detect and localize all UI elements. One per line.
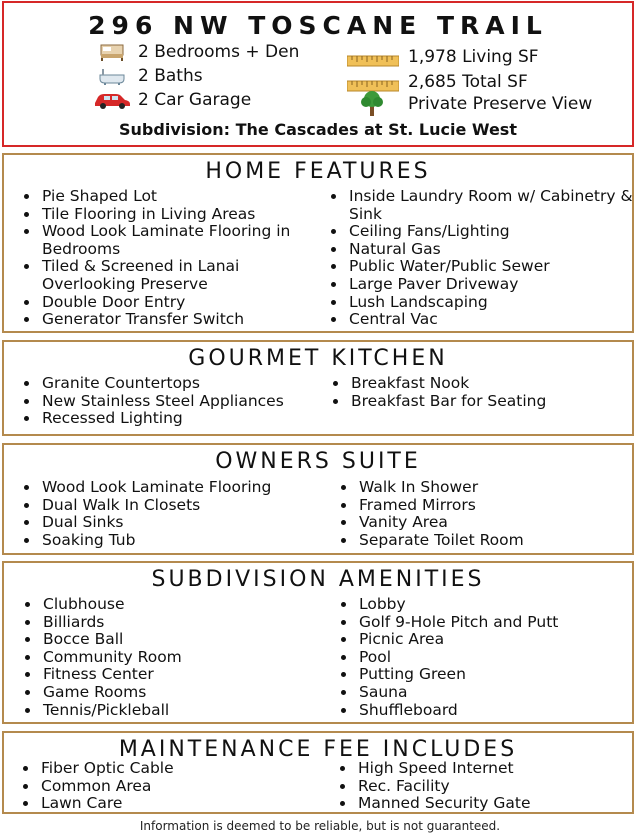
- section-home-features: [2, 153, 634, 333]
- bedrooms-text: 2 Bedrooms + Den: [138, 42, 300, 62]
- list-item: • Billiards: [41, 614, 341, 632]
- list-item: • Generator Transfer Switch: [40, 311, 328, 329]
- list-item: • Recessed Lighting: [40, 410, 330, 428]
- section-title: SUBDIVISION AMENITIES: [151, 567, 485, 592]
- kitchen-right-list: [331, 375, 639, 410]
- list-item: • Soaking Tub: [40, 532, 340, 550]
- list-item: • Shuffleboard: [357, 702, 640, 720]
- living-sf-text: 1,978 Living SF: [408, 47, 539, 67]
- list-item: • Pie Shaped Lot: [40, 188, 328, 206]
- list-item: • Community Room: [41, 649, 341, 667]
- bathtub-icon: [92, 66, 132, 86]
- home-features-left-list: [22, 188, 328, 329]
- property-address: 296 NW TOSCANE TRAIL: [88, 11, 548, 40]
- list-item: • High Speed Internet: [356, 760, 640, 778]
- list-item: • Dual Walk In Closets: [40, 497, 340, 515]
- section-gourmet-kitchen: [2, 340, 634, 436]
- list-item: • Clubhouse: [41, 596, 341, 614]
- list-item: • Tennis/Pickleball: [41, 702, 341, 720]
- list-item: • Sauna: [357, 684, 640, 702]
- owners-suite-right-list: [339, 479, 640, 549]
- tree-icon: [357, 90, 387, 116]
- list-item: • Central Vac: [347, 311, 637, 329]
- view-text: Private Preserve View: [408, 94, 593, 114]
- list-item: • Tiled & Screened in Lanai Overlooking Preserve: [40, 258, 328, 293]
- maintenance-left-list: [21, 760, 339, 813]
- subdivision-line: Subdivision: The Cascades at St. Lucie West: [119, 120, 517, 139]
- car-icon: [92, 90, 132, 110]
- home-features-right-list: [329, 188, 637, 329]
- list-item: • Lawn Care: [39, 795, 339, 813]
- disclaimer: Information is deemed to be reliable, but is not guaranteed.: [139, 819, 501, 833]
- kitchen-left-list: [22, 375, 330, 428]
- section-maintenance-fee: [2, 731, 634, 814]
- list-item: • Separate Toilet Room: [357, 532, 640, 550]
- list-item: • Framed Mirrors: [357, 497, 640, 515]
- list-item: • Granite Countertops: [40, 375, 330, 393]
- list-item: • Double Door Entry: [40, 294, 328, 312]
- list-item: • Public Water/Public Sewer: [347, 258, 637, 276]
- list-item: • Lobby: [357, 596, 640, 614]
- list-item: • Breakfast Nook: [349, 375, 639, 393]
- list-item: • Large Paver Driveway: [347, 276, 637, 294]
- list-item: • New Stainless Steel Appliances: [40, 393, 330, 411]
- list-item: • Rec. Facility: [356, 778, 640, 796]
- list-item: • Manned Security Gate: [356, 795, 640, 813]
- total-sf-text: 2,685 Total SF: [408, 72, 528, 92]
- list-item: • Picnic Area: [357, 631, 640, 649]
- list-item: • Putting Green: [357, 666, 640, 684]
- owners-suite-left-list: [22, 479, 340, 549]
- list-item: • Pool: [357, 649, 640, 667]
- baths-text: 2 Baths: [138, 66, 203, 86]
- list-item: • Bocce Ball: [41, 631, 341, 649]
- list-item: • Inside Laundry Room w/ Cabinetry & Sink: [347, 188, 637, 223]
- garage-text: 2 Car Garage: [138, 90, 252, 110]
- list-item: • Lush Landscaping: [347, 294, 637, 312]
- list-item: • Game Rooms: [41, 684, 341, 702]
- section-owners-suite: [2, 443, 634, 555]
- list-item: • Ceiling Fans/Lighting: [347, 223, 637, 241]
- list-item: • Golf 9-Hole Pitch and Putt: [357, 614, 640, 632]
- section-title: HOME FEATURES: [205, 159, 431, 184]
- list-item: • Fiber Optic Cable: [39, 760, 339, 778]
- section-title: MAINTENANCE FEE INCLUDES: [118, 737, 518, 762]
- list-item: • Walk In Shower: [357, 479, 640, 497]
- section-title: GOURMET KITCHEN: [188, 346, 448, 371]
- list-item: • Dual Sinks: [40, 514, 340, 532]
- ruler-icon: [347, 51, 399, 71]
- maintenance-right-list: [338, 760, 640, 813]
- section-subdivision-amenities: [2, 561, 634, 724]
- list-item: • Common Area: [39, 778, 339, 796]
- list-item: • Tile Flooring in Living Areas: [40, 206, 328, 224]
- amenities-left-list: [23, 596, 341, 719]
- list-item: • Fitness Center: [41, 666, 341, 684]
- amenities-right-list: [339, 596, 640, 719]
- section-title: OWNERS SUITE: [215, 449, 421, 474]
- list-item: • Breakfast Bar for Seating: [349, 393, 639, 411]
- property-header: [2, 1, 634, 147]
- bed-icon: [92, 42, 132, 62]
- list-item: • Wood Look Laminate Flooring in Bedrooms: [40, 223, 328, 258]
- list-item: • Vanity Area: [357, 514, 640, 532]
- list-item: • Natural Gas: [347, 241, 637, 259]
- list-item: • Wood Look Laminate Flooring: [40, 479, 340, 497]
